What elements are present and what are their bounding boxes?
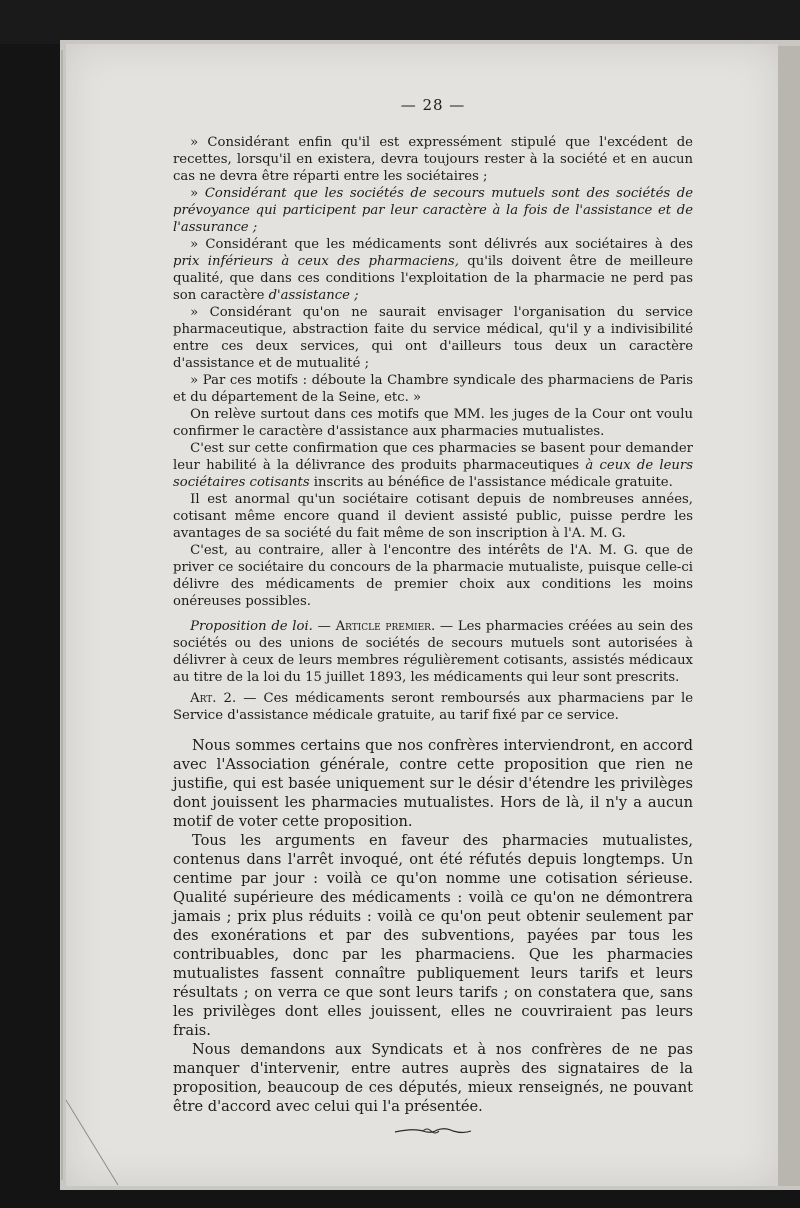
page-number: — 28 — [400, 96, 466, 114]
quote-paragraph [173, 406, 693, 440]
text-segment: » Considérant qu'on ne saurait envisager l'organisation du service pharmaceutique, abstraction faite du service médical, qu'il y a indivisibilité entre ces deux services, qui ont d'ailleurs tous deux un caractère d'assistance et de mutualité ; [173, 305, 693, 371]
text-segment: Article premier. [335, 619, 436, 634]
quote-paragraph [173, 236, 693, 304]
text-segment: — Les pharmacies créées au sein des sociétés ou des unions de sociétés de secours mutuels sont autorisées à délivrer à ceux de leurs membres régulièrement cotisants, assistés médicaux au titre de la loi du 15 juillet 1893, les médicaments qui leur sont prescrits. [173, 619, 694, 685]
text-segment: On relève surtout dans ces motifs que MM. les juges de la Cour ont voulu confirmer le caractère d'assistance aux pharmacies mutualistes. [173, 407, 693, 439]
quote-paragraph [173, 440, 693, 491]
proposal-paragraph [173, 618, 693, 686]
text-segment: Nous sommes certains que nos confrères interviendront, en accord avec l'Association générale, contre cette proposition que rien ne justifie, qui est basée uniquement sur le désir d'étendre les privilèges dont jouissent les pharmacies mutualistes. Hors de là, il n'y a aucun motif de voter cette proposition. [173, 737, 693, 830]
law-proposal [173, 618, 693, 724]
text-segment: — [312, 619, 336, 634]
text-segment: Tous les arguments en faveur des pharmacies mutualistes, contenus dans l'arrêt invoqué, ont été réfutés depuis longtemps. Un centime par jour : voilà ce qu'on nomme une cotisation sérieuse. Qualité supérieure des médicaments : voilà ce qu'on ne démontrera jamais ; prix plus réduits : voilà ce qu'on peut obtenir seulement par des exonérations et par des subventions, payées par tous les contribuables, donc par les pharmaciens. Que les pharmacies mutualistes fassent connaître publiquement leurs tarifs et leurs résultats ; on verra ce que sont leurs tarifs ; on constatera que, sans les privilèges dont elles jouissent, elles ne couvriraient pas leurs frais. [173, 832, 693, 1039]
scan-background-top [0, 0, 800, 44]
text-segment: d'assistance ; [268, 288, 359, 303]
quote-paragraph [173, 134, 693, 185]
text-segment: C'est sur cette confirmation que ces pharmacies se basent pour demander leur habilité à la délivrance des produits pharmaceutiques [173, 441, 693, 473]
quote-paragraph [173, 491, 693, 542]
text-segment: » [190, 186, 205, 201]
text-segment: » Par ces motifs : déboute la Chambre syndicale des pharmaciens de Paris et du département de la Seine, etc. » [173, 373, 693, 405]
main-text [173, 736, 693, 1116]
text-segment: Proposition de loi. [190, 619, 313, 634]
end-ornament [393, 1126, 473, 1136]
text-segment: » Considérant que les médicaments sont délivrés aux sociétaires à des [190, 237, 693, 252]
body-paragraph [173, 1040, 693, 1116]
text-segment: inscrits au bénéfice de l'assistance médicale gratuite. [309, 475, 673, 490]
text-segment: » Considérant enfin qu'il est expressément stipulé que l'excédent de recettes, lorsqu'il en existera, devra toujours rester à la société et en aucun cas ne devra être réparti entre les sociétaires ; [173, 135, 693, 184]
page-right-edge [778, 46, 800, 1186]
text-segment: — Ces médicaments seront remboursés aux pharmaciens par le Service d'assistance médicale gratuite, au tarif fixé par ce service. [173, 691, 693, 723]
body-paragraph [173, 736, 693, 831]
quote-paragraph [173, 372, 693, 406]
body-paragraph [173, 831, 693, 1040]
text-segment: à ceux de leurs sociétaires cotisants [173, 458, 693, 490]
document-body [173, 96, 693, 1136]
quoted-judgment [173, 134, 693, 610]
text-segment: prix inférieurs à ceux des pharmaciens, [173, 254, 459, 269]
quote-paragraph [173, 542, 693, 610]
text-segment: Nous demandons aux Syndicats et à nos confrères de ne pas manquer d'intervenir, entre autres auprès des signataires de la proposition, beaucoup de ces députés, mieux renseignés, ne pouvant être d'accord avec celui qui l'a présentée. [173, 1041, 693, 1115]
quote-paragraph [173, 185, 693, 236]
proposal-paragraph [173, 690, 693, 724]
text-segment: qu'ils doivent être de meilleure qualité, que dans ces conditions l'exploitation de la pharmacie ne perd pas son caractère [173, 254, 693, 303]
quote-paragraph [173, 304, 693, 372]
text-segment: Considérant que les sociétés de secours mutuels sont des sociétés de prévoyance qui participent par leur caractère à la fois de l'assistance et de l'assurance ; [173, 186, 694, 235]
text-segment: Art. 2. [190, 691, 237, 706]
text-segment: Il est anormal qu'un sociétaire cotisant depuis de nombreuses années, cotisant même encore quand il devient assisté public, puisse perdre les avantages de sa société du fait même de son inscription à l'A. M. G. [173, 492, 693, 541]
text-segment: C'est, au contraire, aller à l'encontre des intérêts de l'A. M. G. que de priver ce sociétaire du concours de la pharmacie mutualiste, puisque celle-ci délivre des médicaments de premier choix aux conditions les moins onéreuses possibles. [173, 543, 693, 609]
